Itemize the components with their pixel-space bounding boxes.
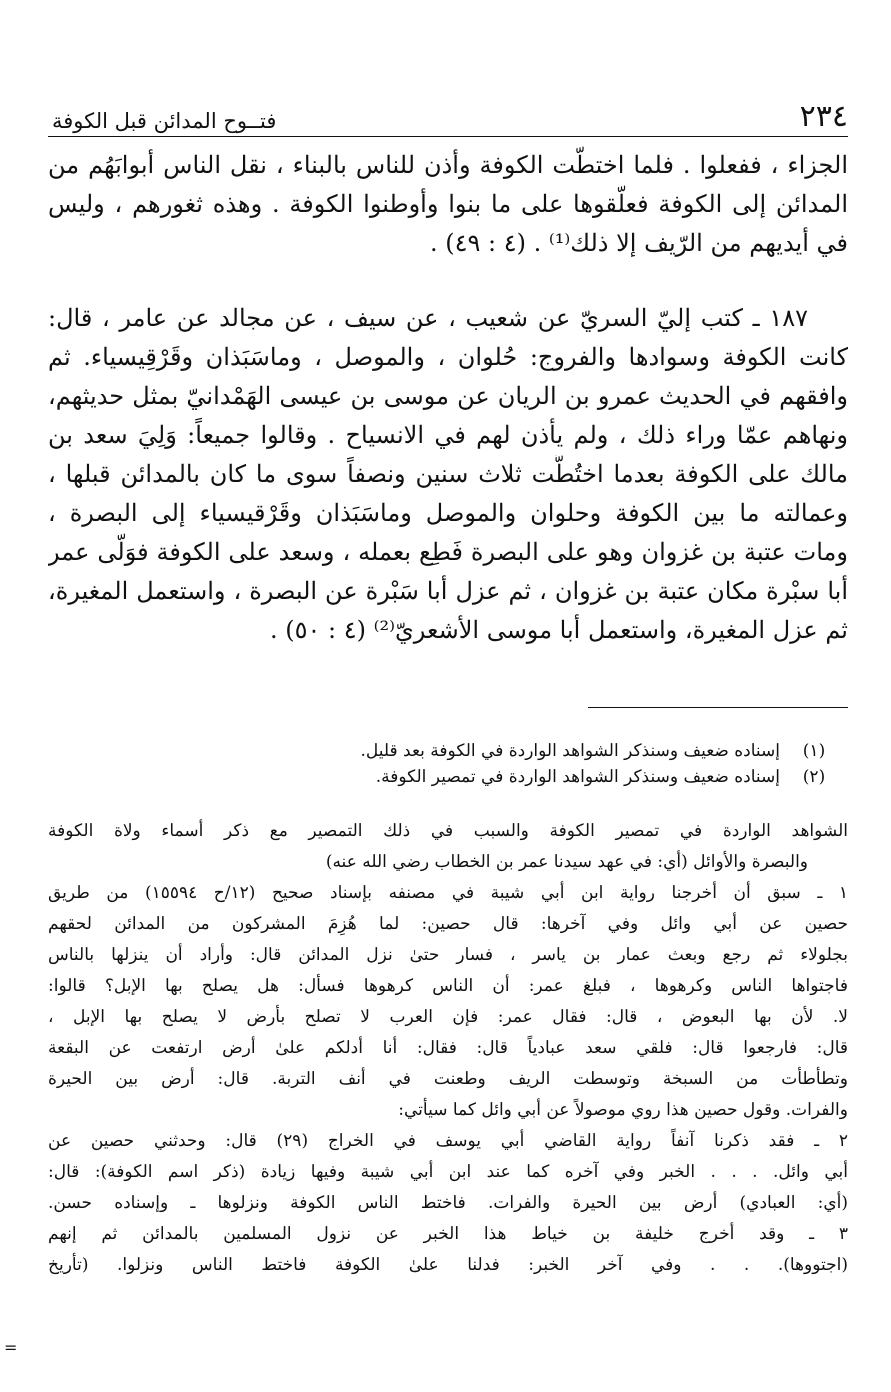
text-line: الجزاء ، ففعلوا . فلما اختطّت الكوفة وأذن للناس بالبناء ، نقل الناس أبوابَهُم من	[48, 151, 848, 179]
note-line: (اجتووها). . . وفي آخر الخبر: فدلنا علىٰ الكوفة فاختط الناس ونزلوا. (تأريخ	[48, 1255, 848, 1275]
note-line: والبصرة والأوائل (أي: في عهد سيدنا عمر بن الخطاب رضي الله عنه)	[325, 852, 808, 872]
text-line: ومات عتبة بن غزوان وهو على البصرة فَطِع بعمله ، وسعد على الكوفة فوَلّى عمر	[48, 538, 848, 566]
text-line: وافقهم في الحديث عمرو بن الريان عن موسى بن عيسى الهَمْدانيّ بمثل حديثهم،	[48, 382, 848, 410]
text-line: ١٨٧ ـ كتب إليّ السريّ عن شعيب ، عن سيف ، عن مجالد عن عامر ، قال:	[48, 304, 808, 332]
note-line: (أي: العبادي) أرض بين الحيرة والفرات. فاختط الناس الكوفة ونزلوها ـ وإسناده حسن.	[48, 1193, 848, 1213]
page-header	[48, 88, 848, 137]
note-line: وتطأطأت من السبخة وتوسطت الريف وطعنت في أنف التربة. قال: أرض بين الحيرة	[48, 1069, 848, 1089]
text-line: ونهاهم عمّا وراء ذلك ، ولم يأذن لهم في الانسياح . وقالوا جميعاً: وَلِيَ سعد بن	[48, 421, 848, 449]
text-line: وعمالته ما بين الكوفة وحلوان والموصل وماسَبَذان وقَرْقيسياء إلى البصرة ،	[48, 499, 848, 527]
note-line: أبي وائل. . . . الخبر وفي آخره كما عند ابن أبي شيبة وفيها زيادة (ذكر اسم الكوفة): قال:	[48, 1162, 848, 1182]
paragraph-1	[48, 146, 848, 263]
note-line: قال: فارجعوا قال: فلقي سعد عبادياً قال: فقال: أنا أدلكم علىٰ أرض ارتفعت عن البقعة	[48, 1038, 848, 1058]
footnote-text: إسناده ضعيف وسنذكر الشواهد الواردة في الكوفة بعد قليل.	[360, 741, 780, 761]
footnote-2	[48, 764, 848, 790]
running-title: فتــوح المدائن قبل الكوفة	[52, 109, 277, 133]
footnote-number: (٢)	[802, 767, 826, 787]
note-line: حصين عن أبي وائل وفي آخرها: قال حصين: لما هُزِمَ المشركون من المدائن لحقهم	[48, 914, 848, 934]
note-line: فاجتواها الناس وكرهوها ، فبلغ عمر: أن الناس كرهوها فسأل: هل يصلح بها الإبل؟ قالوا:	[48, 976, 848, 996]
note-line: الشواهد الواردة في تمصير الكوفة والسبب في ذلك التمصير مع ذكر أسماء ولاة الكوفة	[48, 821, 848, 841]
footnote-1	[48, 738, 848, 764]
editor-notes	[48, 816, 848, 1281]
footnotes	[48, 738, 848, 790]
text-line: في أيديهم من الرّيف إلا ذلك⁽¹⁾ . (٤ : ٤٩) .	[429, 229, 848, 257]
footnote-separator	[588, 707, 848, 708]
text-line: أبا سبْرة مكان عتبة بن غزوان ، ثم عزل أبا سَبْرة عن البصرة ، واستعمل المغيرة،	[48, 577, 848, 605]
note-line: لا. لأن بها البعوض ، قال: فقال عمر: فإن العرب لا تصلح بأرض لا يصلح بها الإبل ،	[48, 1007, 848, 1027]
text-line: مالك على الكوفة بعدما اختُطَّت ثلاث سنين ونصفاً سوى ما كان بالمدائن قبلها ،	[48, 460, 848, 488]
continuation-mark: =	[4, 1338, 18, 1357]
note-line: والفرات. وقول حصين هذا روي موصولاً عن أبي وائل كما سيأتي:	[398, 1100, 848, 1120]
text-line: ثم عزل المغيرة، واستعمل أبا موسى الأشعريّ⁽²⁾ (٤ : ٥٠) .	[269, 616, 848, 644]
page-number: ٢٣٤	[799, 99, 848, 134]
main-text	[48, 146, 848, 650]
book-page	[4, 0, 848, 1392]
note-line: بجلولاء ثم رجع وبعث عمار بن ياسر ، فسار حتىٰ نزل المدائن قال: وأراد أن ينزلها بالناس	[48, 945, 848, 965]
note-line: ٢ ـ فقد ذكرنا آنفاً رواية القاضي أبي يوسف في الخراج (٢٩) قال: وحدثني حصين عن	[48, 1131, 848, 1151]
note-line: ١ ـ سبق أن أخرجنا رواية ابن أبي شيبة في مصنفه بإسناد صحيح (١٢/ح ١٥٥٩٤) من طريق	[48, 883, 848, 903]
paragraph-187	[48, 299, 848, 650]
note-line: ٣ ـ وقد أخرج خليفة بن خياط هذا الخبر عن نزول المسلمين بالمدائن ثم إنهم	[48, 1224, 848, 1244]
text-line: المدائن إلى الكوفة فعلّقوها على ما بنوا وأوطنوا الكوفة . وهذه ثغورهم ، وليس	[48, 190, 848, 218]
text-line: كانت الكوفة وسوادها والفروج: حُلوان ، والموصل ، وماسَبَذان وقَرْقِيسياء. ثم	[48, 343, 848, 371]
footnote-text: إسناده ضعيف وسنذكر الشواهد الواردة في تمصير الكوفة.	[375, 767, 780, 787]
footnote-number: (١)	[802, 741, 826, 761]
